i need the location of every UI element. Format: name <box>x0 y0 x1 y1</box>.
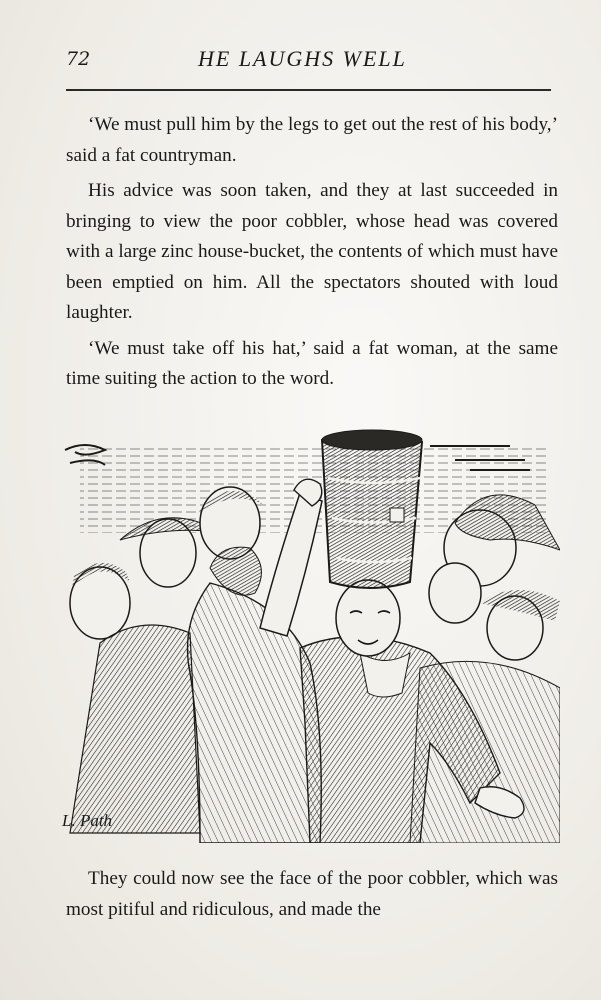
running-head: HE LAUGHS WELL <box>198 46 407 71</box>
page-number: 72 <box>66 48 91 70</box>
paragraph: ‘We must take off his hat,’ said a fat woman, at the same time suiting the action to the word. <box>66 337 558 389</box>
paragraph: ‘We must pull him by the legs to get out the rest of his body,’ said a fat countryman. <box>66 114 558 166</box>
bucket-icon <box>322 433 422 588</box>
body-text-bottom <box>66 864 558 925</box>
artist-signature: L. Path <box>62 811 113 830</box>
paragraph: His advice was soon taken, and they at last succeeded in bringing to view the poor cobbler, whose head was covered with a large zinc house-bucket, the contents of which must have been emptied on him. All the spectators shouted with loud laughter. <box>66 180 558 323</box>
engraving-illustration <box>60 418 560 843</box>
engraving-crowd-bucket-icon <box>60 418 560 843</box>
header-rule <box>66 89 551 91</box>
paragraph: They could now see the face of the poor cobbler, which was most pitiful and ridiculous, and made the <box>66 868 558 920</box>
page-header <box>66 44 552 76</box>
body-text-top <box>66 110 558 395</box>
